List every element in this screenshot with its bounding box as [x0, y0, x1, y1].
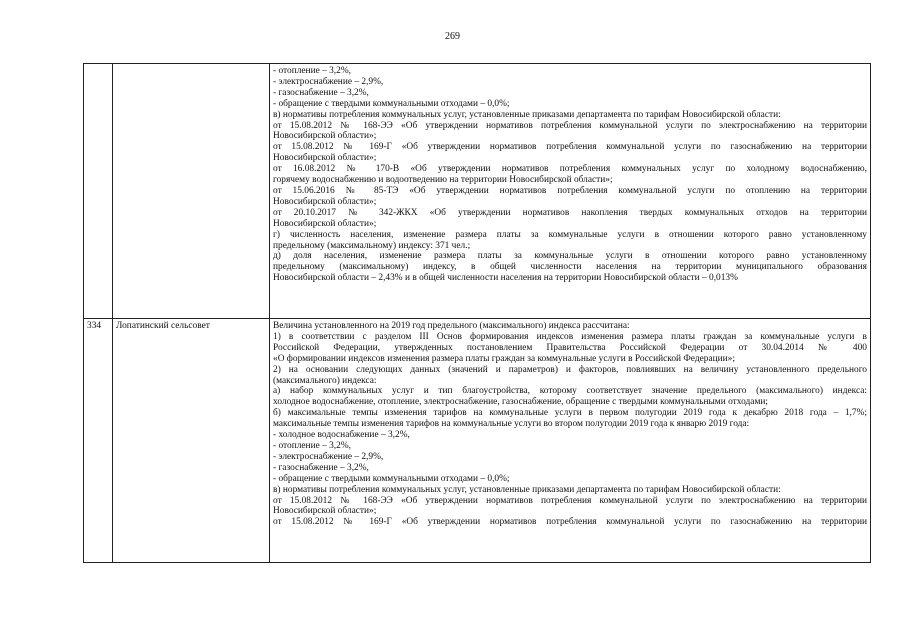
- text-line: предельному (максимальному) индексу, в общей численности населения на территории муниципального образования: [273, 262, 867, 273]
- text-line: Новосибирской области»;: [273, 131, 377, 142]
- text-line: от 15.06.2016 № 85-ТЭ «Об утверждении нормативов потребления коммунальной услуги по отоплению на территории: [273, 185, 867, 196]
- text-line: - обращение с твердыми коммунальными отходами – 0,0%;: [273, 473, 510, 484]
- text-line: - газоснабжение – 3,2%,: [273, 87, 369, 98]
- municipality-name-cell: Лопатинский сельсовет: [113, 319, 270, 563]
- text-line: в) нормативы потребления коммунальных услуг, установленные приказами департамента по тарифам Новосибирской области:: [273, 109, 781, 120]
- text-line: - холодное водоснабжение – 3,2%,: [273, 430, 410, 441]
- text-line: г) численность населения, изменение размера платы за коммунальные услуги в отношении которого равно установленному: [273, 229, 867, 240]
- text-line: максимальные темпы изменения тарифов на коммунальные услуги во втором полугодии 2019 года к январю 2019 года:: [273, 419, 750, 430]
- municipality-name-cell: [113, 64, 270, 319]
- text-line: в) нормативы потребления коммунальных услуг, установленные приказами департамента по тарифам Новосибирской области:: [273, 484, 781, 495]
- text-line: Новосибирской области – 2,43% и в общей численности населения на территории Новосибирской области – 0,013%: [273, 273, 738, 284]
- page-number: 269: [445, 31, 460, 42]
- table-row: [84, 64, 871, 319]
- text-line: предельному (максимальному) индексу: 371 чел.;: [273, 240, 471, 251]
- description-cell: [270, 64, 871, 319]
- text-line: горячему водоснабжению и водоотведению на территории Новосибирской области»;: [273, 175, 613, 186]
- text-line: от 15.08.2012 № 169-Г «Об утверждении нормативов потребления коммунальной услуги по газоснабжению на территории: [273, 517, 867, 528]
- text-line: д) доля населения, изменение размера платы за коммунальные услуги в отношении которого равно установленному: [273, 251, 867, 262]
- row-number-cell: [84, 64, 113, 319]
- text-line: Величина установленного на 2019 год предельного (максимального) индекса рассчитана:: [273, 321, 630, 331]
- text-line: от 15.08.2012 № 169-Г «Об утверждении нормативов потребления коммунальной услуги по газоснабжению на территории: [273, 142, 867, 153]
- description-cell: [270, 319, 871, 563]
- text-line: (максимального) индекса:: [273, 375, 377, 386]
- text-line: от 16.08.2012 № 170-В «Об утверждении нормативов потребления коммунальных услуг по холодному водоснабжению,: [273, 164, 867, 175]
- text-line: 1) в соответствии с разделом III Основ формирования индексов изменения размера платы граждан за коммунальные услуги в: [273, 331, 867, 342]
- text-line: от 15.08.2012 № 168-ЭЭ «Об утверждении нормативов потребления коммунальной услуги по электроснабжению на территории: [273, 120, 867, 131]
- document-table: [83, 63, 871, 563]
- text-line: Новосибирской области»;: [273, 196, 377, 207]
- row-number-cell: 334: [84, 319, 113, 563]
- text-line: - электроснабжение – 2,9%,: [273, 451, 384, 462]
- text-line: б) максимальные темпы изменения тарифов на коммунальные услуги в первом полугодии 2019 года к декабрю 2018 года – 1,7%;: [273, 408, 867, 419]
- text-line: - газоснабжение – 3,2%,: [273, 462, 369, 473]
- text-line: от 15.08.2012 № 168-ЭЭ «Об утверждении нормативов потребления коммунальной услуги по электроснабжению на территории: [273, 495, 867, 506]
- text-line: а) набор коммунальных услуг и тип благоустройства, которому соответствует значение предельного (максимального) индекса:: [273, 386, 867, 397]
- text-line: - отопление – 3,2%,: [273, 66, 351, 76]
- text-line: Российской Федерации, утвержденных постановлением Правительства Российской Федерации от 30.04.2014 № 400: [273, 342, 867, 353]
- text-line: Новосибирской области»;: [273, 153, 377, 164]
- text-line: - электроснабжение – 2,9%,: [273, 76, 384, 87]
- text-line: 2) на основании следующих данных (значений и параметров) и факторов, повлиявших на величину установленного предельного: [273, 364, 867, 375]
- text-line: «О формировании индексов изменения размера платы граждан за коммунальные услуги в Российской Федерации»;: [273, 353, 735, 364]
- text-line: - отопление – 3,2%,: [273, 440, 351, 451]
- text-line: Новосибирской области»;: [273, 506, 377, 517]
- text-line: от 20.10.2017 № 342-ЖКХ «Об утверждении нормативов накопления твердых коммунальных отходов на территории: [273, 207, 867, 218]
- text-line: холодное водоснабжение, отопление, электроснабжение, газоснабжение, обращение с твердыми коммунальными отходами;: [273, 397, 768, 408]
- text-line: - обращение с твердыми коммунальными отходами – 0,0%;: [273, 98, 510, 109]
- text-line: Новосибирской области»;: [273, 218, 377, 229]
- table-row: [84, 319, 871, 563]
